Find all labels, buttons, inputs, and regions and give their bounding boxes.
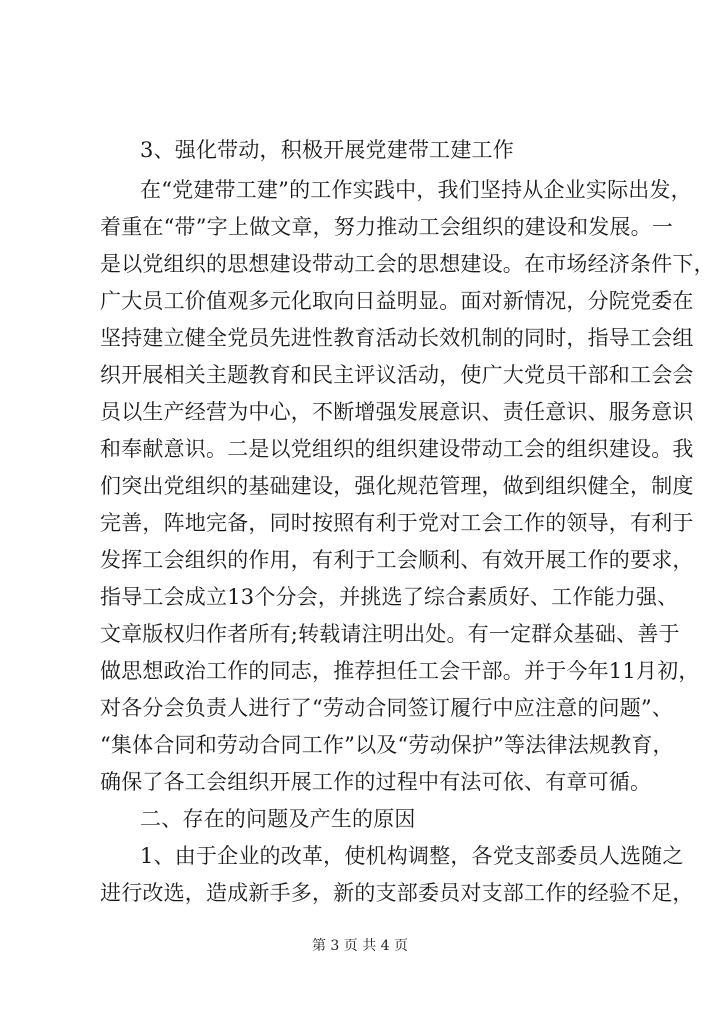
paragraph-line: 着重在“带”字上做文章，努力推动工会组织的建设和发展。一 — [100, 215, 674, 239]
paragraph-line: 发挥工会组织的作用，有利于工会顺利、有效开展工作的要求， — [100, 548, 694, 572]
paragraph-line: 文章版权归作者所有;转载请注明出处。有一定群众基础、善于 — [100, 622, 680, 646]
paragraph-line: 员以生产经营为中心，不断增强发展意识、责任意识、服务意识 — [100, 400, 694, 424]
paragraph-line: 对各分会负责人进行了“劳动合同签订履行中应注意的问题”、 — [100, 696, 674, 720]
paragraph-line: 指导工会成立13个分会，并挑选了综合素质好、工作能力强、 — [100, 585, 679, 609]
paragraph-line: 广大员工价值观多元化取向日益明显。面对新情况，分院党委在 — [100, 289, 694, 313]
subsection-heading: 3、强化带动，积极开展党建带工建工作 — [140, 138, 514, 162]
paragraph-line: 在“党建带工建”的工作实践中，我们坚持从企业实际出发， — [140, 178, 692, 202]
section-heading: 二、存在的问题及产生的原因 — [140, 807, 416, 831]
paragraph-line: 和奉献意识。二是以党组织的组织建设带动工会的组织建设。我 — [100, 437, 694, 461]
paragraph-line: 们突出党组织的基础建设，强化规范管理，做到组织健全，制度 — [100, 474, 694, 498]
paragraph-line: 是以党组织的思想建设带动工会的思想建设。在市场经济条件下， — [100, 252, 715, 276]
paragraph-line: 完善，阵地完备，同时按照有利于党对工会工作的领导，有利于 — [100, 511, 694, 535]
paragraph-line: 坚持建立健全党员先进性教育活动长效机制的同时，指导工会组 — [100, 326, 694, 350]
paragraph-line: 做思想政治工作的同志，推荐担任工会干部。并于今年11月初， — [100, 659, 700, 683]
paragraph-line: 确保了各工会组织开展工作的过程中有法可依、有章可循。 — [100, 770, 652, 794]
page-number-footer: 第 3 页 共 4 页 — [311, 938, 409, 954]
paragraph-line: “集体合同和劳动合同工作”以及“劳动保护”等法律法规教育， — [100, 733, 674, 757]
paragraph-line: 进行改选，造成新手多，新的支部委员对支部工作的经验不足， — [100, 881, 694, 905]
paragraph-line: 织开展相关主题教育和民主评议活动，使广大党员干部和工会会 — [100, 363, 694, 387]
paragraph-line: 1、由于企业的改革，使机构调整，各党支部委员人选随之 — [140, 844, 684, 868]
